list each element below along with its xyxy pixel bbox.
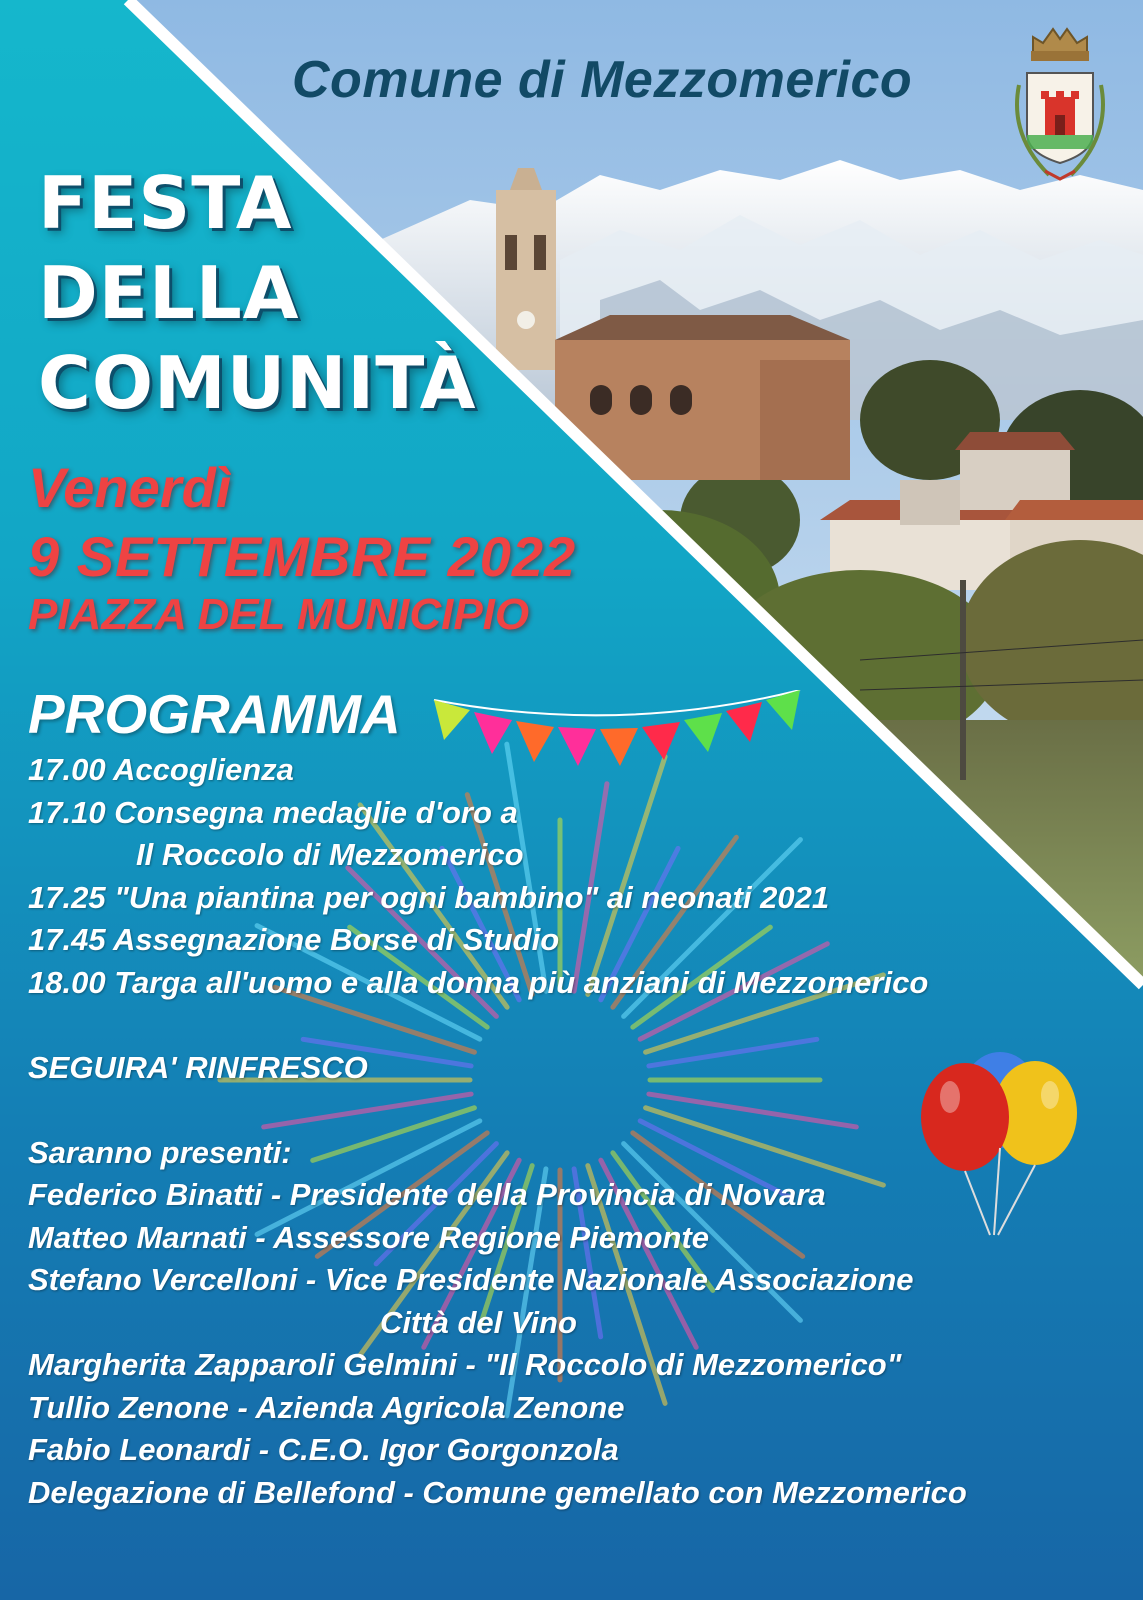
program-item: 17.45 Assegnazione Borse di Studio [28, 922, 560, 957]
guest-item: Delegazione di Bellefond - Comune gemellato con Mezzomerico [28, 1475, 967, 1510]
event-date: 9 SETTEMBRE 2022 [28, 525, 577, 588]
guest-item: Tullio Zenone - Azienda Agricola Zenone [28, 1390, 625, 1425]
event-title [38, 158, 476, 428]
guest-item: Federico Binatti - Presidente della Provincia di Novara [28, 1177, 826, 1212]
program-item: Il Roccolo di Mezzomerico [136, 837, 524, 872]
guest-item: Città del Vino [380, 1305, 577, 1340]
firework-ray [649, 1094, 856, 1127]
event-place: PIAZZA DEL MUNICIPIO [28, 590, 530, 639]
presenti-heading: Saranno presenti: [28, 1135, 292, 1170]
program-item: 17.00 Accoglienza [28, 752, 294, 787]
firework-ray [588, 757, 665, 995]
program-item: 17.25 "Una piantina per ogni bambino" ai neonati 2021 [28, 880, 830, 915]
program-item: 17.10 Consegna medaglie d'oro a [28, 795, 518, 830]
coat-of-arms-icon [1005, 15, 1115, 185]
firework-ray [646, 1108, 884, 1185]
bunting-flags-icon [430, 690, 810, 780]
guest-item: Matteo Marnati - Assessore Regione Piemonte [28, 1220, 710, 1255]
event-day: Venerdì [28, 456, 232, 519]
firework-ray [264, 1094, 471, 1127]
balloons-icon [920, 1045, 1095, 1240]
municipality-name: Comune di Mezzomerico [292, 51, 913, 109]
guest-item: Stefano Vercelloni - Vice Presidente Nazionale Associazione [28, 1262, 914, 1297]
guest-item: Fabio Leonardi - C.E.O. Igor Gorgonzola [28, 1432, 619, 1467]
guest-item: Margherita Zapparoli Gelmini - "Il Roccolo di Mezzomerico" [28, 1347, 902, 1382]
program-item: 18.00 Targa all'uomo e alla donna più anziani di Mezzomerico [28, 965, 929, 1000]
rinfresco-note: SEGUIRA' RINFRESCO [28, 1050, 368, 1085]
event-title-line-1: FESTA [38, 161, 293, 245]
programma-heading: PROGRAMMA [28, 683, 401, 745]
event-title-line-3: COMUNITÀ [38, 341, 477, 425]
event-title-line-2: DELLA [38, 251, 300, 335]
